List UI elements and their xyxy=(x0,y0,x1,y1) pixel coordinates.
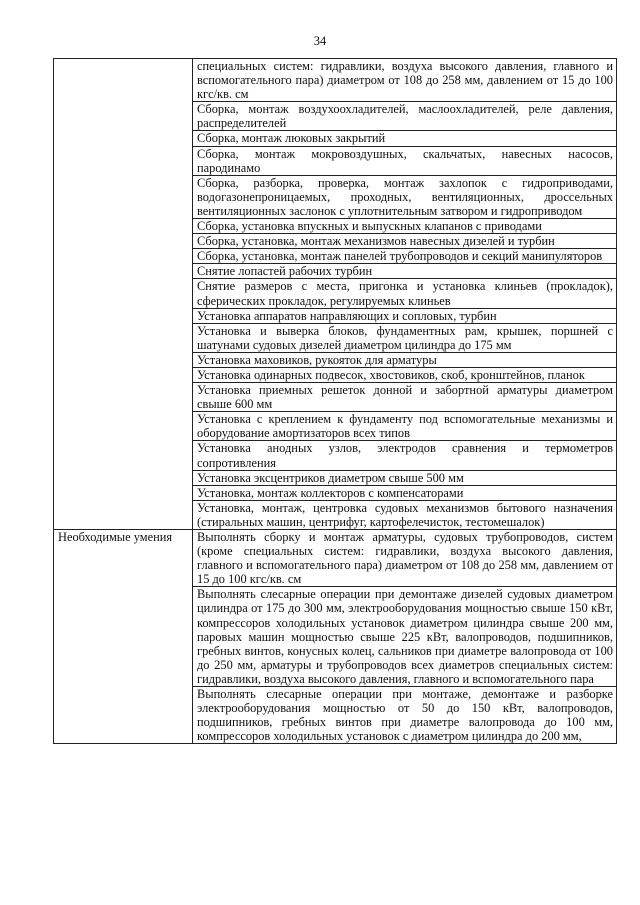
row-item: Сборка, разборка, проверка, монтаж захлопок с гидроприводами, водогазонепроницаемых, проходных, вентиляционных, дроссельных вентиляционных заслонок с уплотнительным затвором и гидроприводом xyxy=(193,175,617,218)
row-item: Установка эксцентриков диаметром свыше 500 мм xyxy=(193,470,617,485)
row-item: Установка одинарных подвесок, хвостовиков, скоб, кронштейнов, планок xyxy=(193,367,617,382)
row-item: Сборка, монтаж люковых закрытий xyxy=(193,131,617,146)
page-number: 34 xyxy=(313,34,327,48)
row-item: Сборка, установка, монтаж панелей трубопроводов и секций манипуляторов xyxy=(193,249,617,264)
row-label-cell xyxy=(54,530,193,744)
row-item: Установка с креплением к фундаменту под вспомогательные механизмы и оборудование амортизаторов всех типов xyxy=(193,412,617,441)
row-item: Сборка, установка впускных и выпускных клапанов с приводами xyxy=(193,219,617,234)
row-item: Сборка, монтаж мокровоздушных, скальчатых, навесных насосов, пародинамо xyxy=(193,146,617,175)
labor-functions-table xyxy=(53,58,617,744)
row-item: Сборка, установка, монтаж механизмов навесных дизелей и турбин xyxy=(193,234,617,249)
row-label-cell xyxy=(54,59,193,530)
row-item: Снятие лопастей рабочих турбин xyxy=(193,264,617,279)
row-item: Снятие размеров с места, пригонка и установка клиньев (прокладок), сферических прокладок, регулируемых клиньев xyxy=(193,279,617,308)
row-label: Необходимые умения xyxy=(58,530,173,544)
row-item: Выполнять слесарные операции при монтаже, демонтаже и разборке электрооборудования мощностью от 50 до 150 кВт, валопроводов, подшипников, гребных винтов при диаметре валопровода до 100 мм, компрессоров холодильных установок с диаметром цилиндра до 200 мм, xyxy=(193,687,617,744)
row-item: Установка, монтаж, центровка судовых механизмов бытового назначения (стиральных машин, центрифуг, картофелечисток, тестомешалок) xyxy=(193,500,617,529)
table-row xyxy=(54,59,617,102)
row-item: Установка приемных решеток донной и забортной арматуры диаметром свыше 600 мм xyxy=(193,383,617,412)
row-item: Установка аппаратов направляющих и сопловых, турбин xyxy=(193,308,617,323)
row-item: специальных систем: гидравлики, воздуха высокого давления, главного и вспомогательного пара) диаметром от 108 до 258 мм, давлением от 15 до 100 кгс/кв. см xyxy=(193,59,617,102)
table-row xyxy=(54,530,617,587)
row-item: Сборка, монтаж воздухоохладителей, маслоохладителей, реле давления, распределителей xyxy=(193,102,617,131)
row-item: Установка и выверка блоков, фундаментных рам, крышек, поршней с шатунами судовых дизелей диаметром цилиндра до 175 мм xyxy=(193,323,617,352)
table-body xyxy=(54,59,617,744)
row-item: Установка маховиков, рукояток для арматуры xyxy=(193,352,617,367)
row-item: Выполнять слесарные операции при демонтаже дизелей судовых диаметром цилиндра от 175 до 300 мм, электрооборудования мощностью свыше 150 кВт, компрессоров холодильных установок диаметром цилиндра свыше 200 мм, паровых машин мощностью свыше 225 кВт, валопроводов, подшипников, гребных винтов, конусных колец, сальников при диаметре валопровода от 100 до 250 мм, арматуры и трубопроводов всех диаметров специальных систем: гидравлики, воздуха высокого давления, главного и вспомогательного пара xyxy=(193,587,617,687)
row-item: Установка анодных узлов, электродов сравнения и термометров сопротивления xyxy=(193,441,617,470)
row-item: Выполнять сборку и монтаж арматуры, судовых трубопроводов, систем (кроме специальных систем: гидравлики, воздуха высокого давления, главного и вспомогательного пара) диаметром от 108 до 258 мм, давлением от 15 до 100 кгс/кв. см xyxy=(193,530,617,587)
row-item: Установка, монтаж коллекторов с компенсаторами xyxy=(193,485,617,500)
